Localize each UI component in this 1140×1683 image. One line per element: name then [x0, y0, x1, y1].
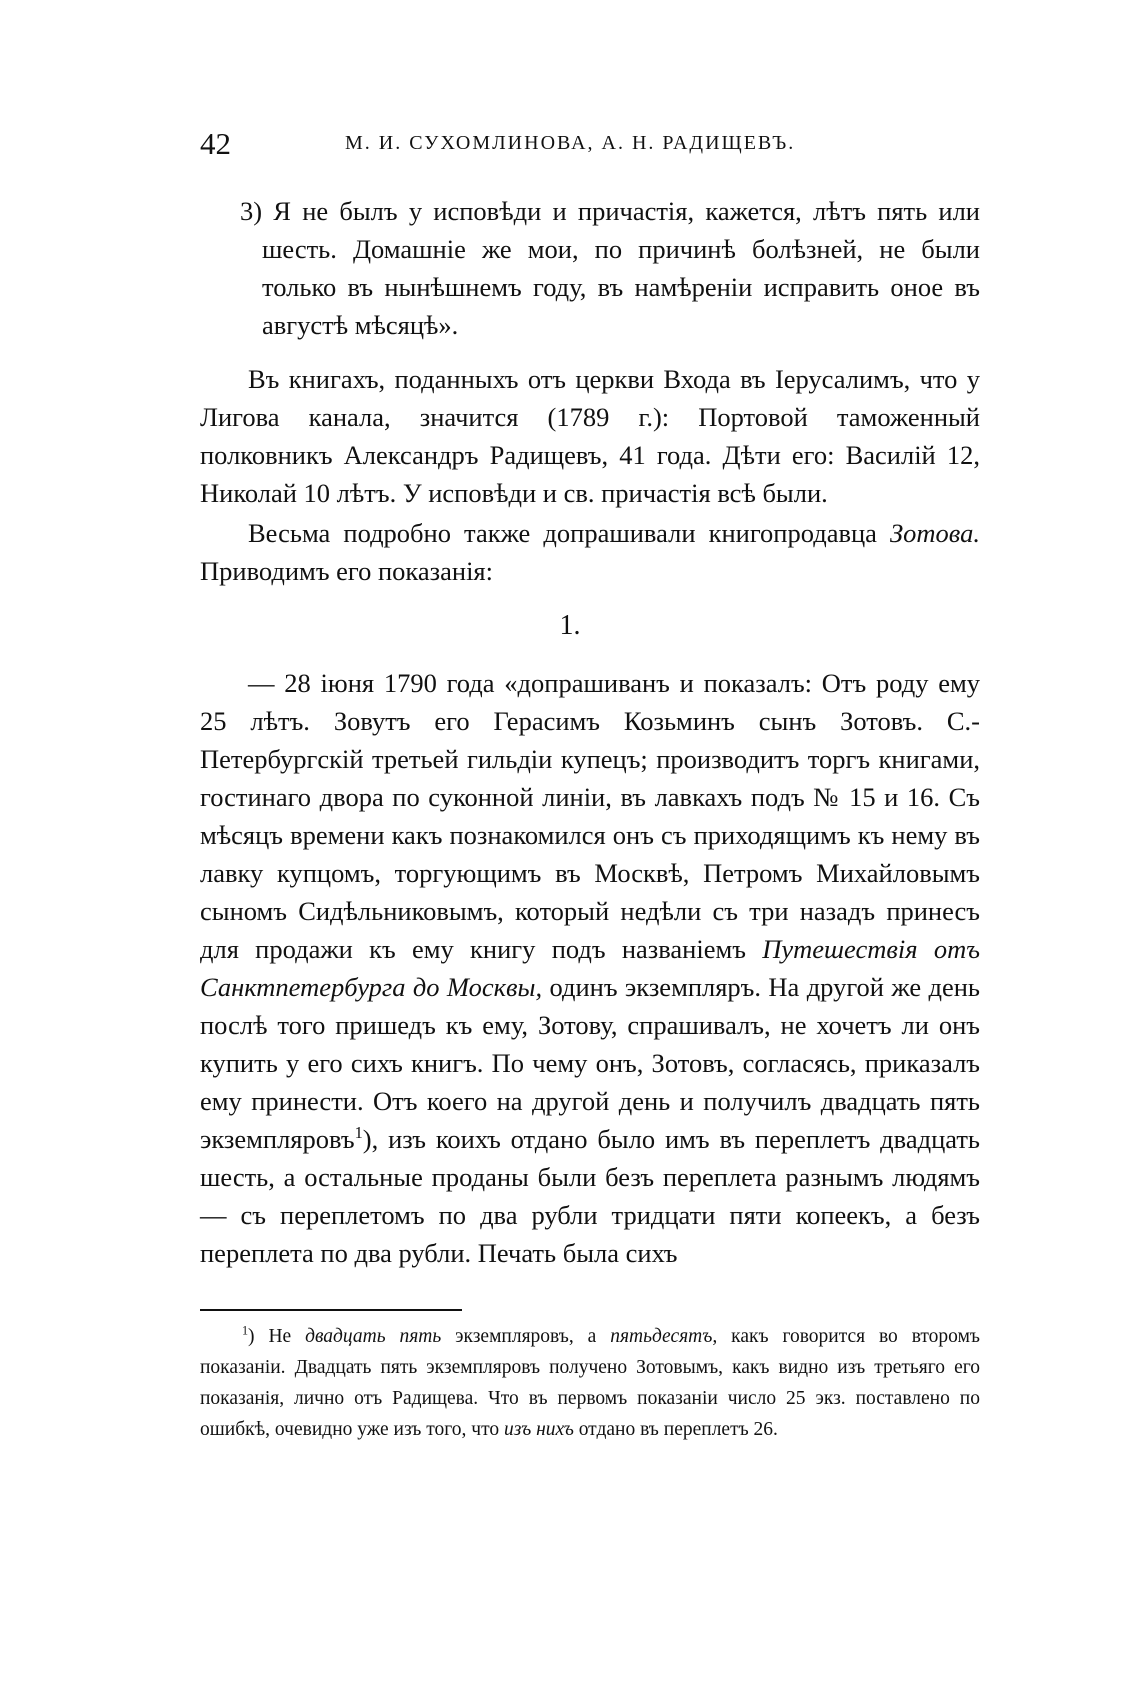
page-header: [200, 126, 960, 166]
bookseller-name: Зотова.: [890, 518, 980, 548]
testimony-text-part3: ), изъ коихъ отдано было имъ въ переплетъ двадцать шесть, а остальные проданы были безъ переплета разнымъ людямъ — съ переплетомъ по два рубли тридцати пяти копеекъ, а безъ переплета по два рубли. Печать была сихъ: [200, 1124, 980, 1268]
footnote-italic-b: пятьдесятъ,: [610, 1326, 718, 1347]
intro-text: Весьма подробно также допрашивали книгопродавца: [248, 518, 891, 548]
footnote-italic-a: двадцать пять: [305, 1326, 442, 1347]
section-number: 1.: [559, 610, 581, 641]
book-title: Путешествія отъ Санктпетербурга до Москвы,: [200, 934, 980, 1002]
footnote-marker: 1: [242, 1323, 249, 1338]
intro-text-end: Приводимъ его показанія:: [200, 556, 493, 586]
footnote-text-c: какъ говорится во второмъ показаніи. Двадцать пять экземпляровъ получено Зотовымъ, какъ видно изъ третьяго его показанія, лично отъ Радищева. Что въ первомъ показаніи число 25 экз. поставлено по ошибкѣ, очевидно уже изъ того, что: [200, 1326, 980, 1440]
footnote-reference[interactable]: 1: [354, 1123, 363, 1143]
testimony-text-part1: — 28 іюня 1790 года «допрашиванъ и показалъ: Отъ роду ему 25 лѣтъ. Зовутъ его Герасимъ Козьминъ сынъ Зотовъ. С.-Петербургскій третьей гильдіи купецъ; производитъ торгъ книгами, гостинаго двора по суконной линіи, въ лавкахъ подъ № 15 и 16. Съ мѣсяцъ времени какъ познакомился онъ съ приходящимъ къ нему въ лавку купцомъ, торгующимъ въ Москвѣ, Петромъ Михайловымъ сыномъ Сидѣльниковымъ, который недѣли съ три назадъ принесъ для продажи къ ему книгу подъ названіемъ: [200, 668, 980, 964]
church-records-paragraph: Въ книгахъ, поданныхъ отъ церкви Входа въ Іерусалимъ, что у Лигова канала, значится (1789 г.): Портовой таможенный полковникъ Александръ Радищевъ, 41 года. Дѣти его: Василій 12, Николай 10 лѣтъ. У исповѣди и св. причастія всѣ были.: [200, 364, 980, 508]
testimony-text-part2: одинъ экземпляръ. На другой же день послѣ того пришедъ къ ему, Зотову, спрашивалъ, не хочетъ ли онъ купить у его сихъ книгъ. По чему онъ, Зотовъ, согласясь, приказалъ ему принести. Отъ коего на другой день и получилъ двадцать пять экземпляровъ: [200, 972, 980, 1154]
page-number: 42: [200, 126, 231, 161]
footnote-divider: [200, 1309, 462, 1311]
footnote-italic-c: изъ нихъ: [504, 1419, 574, 1440]
quoted-testimony: [240, 192, 980, 344]
footnote: [200, 1321, 980, 1445]
quoted-testimony-text: 3) Я не былъ у исповѣди и причастія, кажется, лѣтъ пять или шесть. Домашніе же мои, по причинѣ болѣзней, не были только въ нынѣшнемъ году, въ намѣреніи исправить оное въ августѣ мѣсяцѣ».: [240, 196, 980, 340]
footnote-text-b: экземпляровъ, а: [441, 1326, 611, 1347]
interrogation-intro-paragraph: [200, 514, 980, 590]
testimony-paragraph: [200, 664, 980, 1272]
footnote-text-a: Не: [254, 1326, 306, 1347]
running-head: М. И. СУХОМЛИНОВА, А. Н. РАДИЩЕВЪ.: [345, 132, 796, 154]
footnote-text-d: отдано въ переплетъ 26.: [573, 1419, 778, 1440]
footnote-bracket: ): [248, 1326, 255, 1347]
